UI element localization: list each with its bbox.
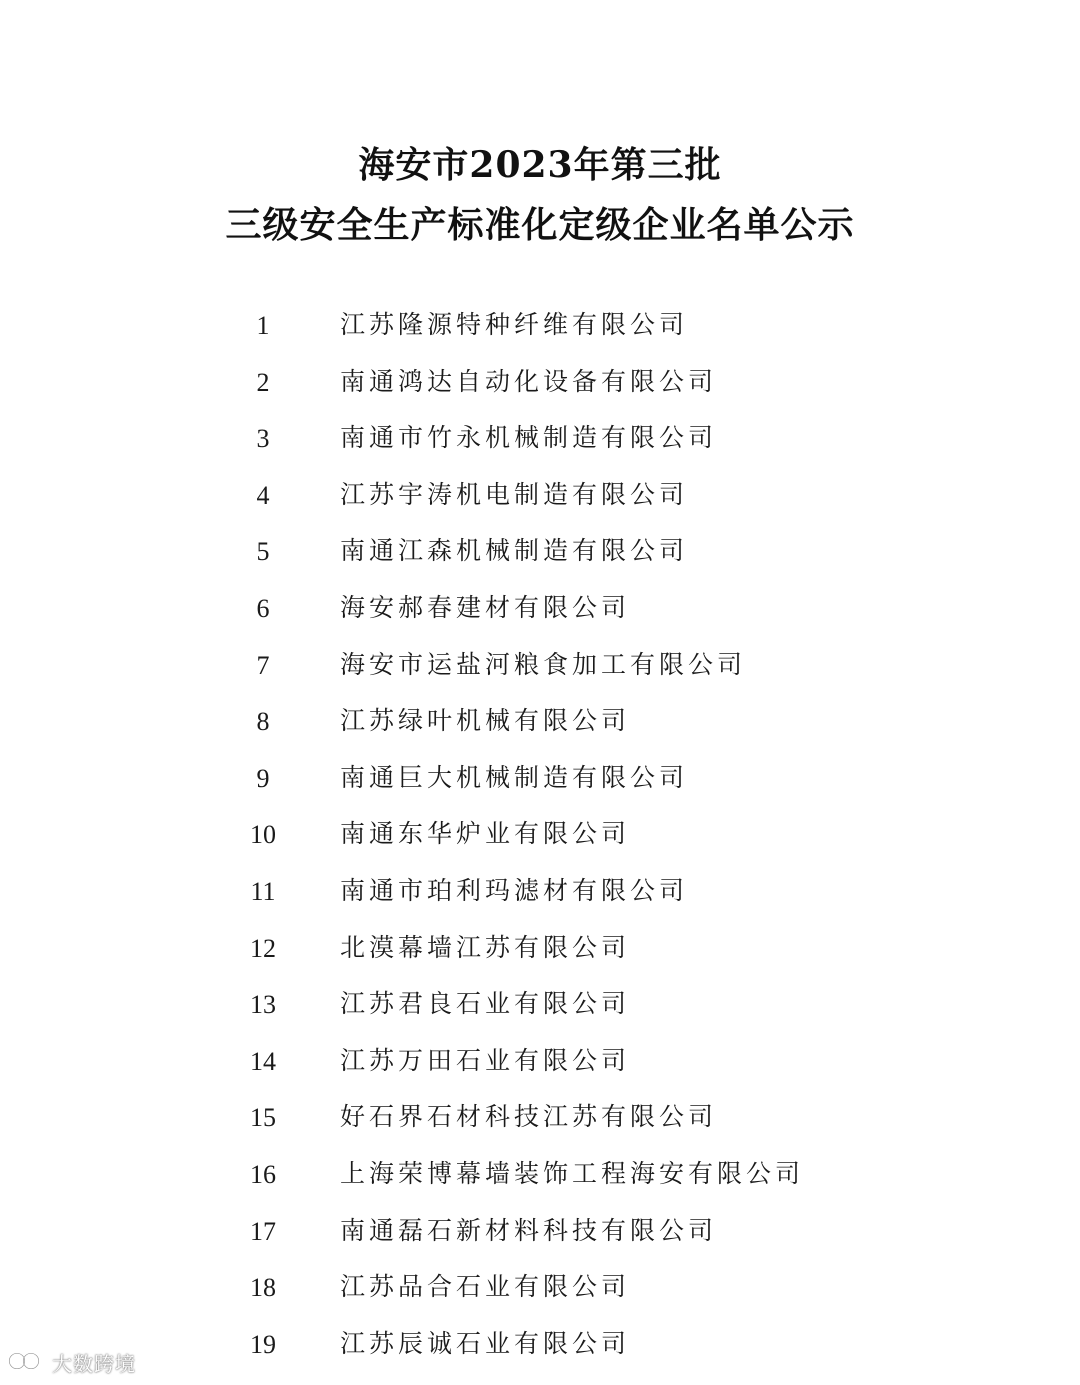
list-item [0,638,1080,695]
list-item [0,411,1080,468]
list-item [0,864,1080,921]
list-item [0,694,1080,751]
list-item [0,355,1080,412]
item-number: 14 [250,1046,276,1076]
item-number: 18 [250,1273,276,1303]
company-name: 南通磊石新材料科技有限公司 [340,1215,718,1245]
list-item [0,524,1080,581]
company-name: 江苏隆源特种纤维有限公司 [340,310,689,339]
company-name: 江苏辰诚石业有限公司 [340,1328,631,1358]
list-item [0,468,1080,525]
item-number: 8 [256,707,270,737]
company-name: 上海荣博幕墙装饰工程海安有限公司 [340,1158,805,1188]
list-item [0,751,1080,808]
list-item [0,977,1080,1034]
list-item [0,1090,1080,1147]
item-number: 16 [250,1159,276,1189]
company-name: 南通巨大机械制造有限公司 [340,762,689,792]
document-title [0,138,1080,252]
item-number: 17 [250,1216,276,1246]
item-number: 13 [250,990,276,1020]
item-number: 4 [256,480,270,510]
list-item [0,1204,1080,1261]
item-number: 12 [250,933,276,963]
company-name: 江苏宇涛机电制造有限公司 [340,479,689,509]
company-name: 海安市运盐河粮食加工有限公司 [340,649,747,679]
item-number: 11 [250,876,276,906]
watermark-text: 大数跨境 [52,1351,136,1376]
list-item [0,1147,1080,1204]
item-number: 7 [256,650,270,680]
company-name: 南通市珀利玛滤材有限公司 [340,875,689,905]
company-list [0,298,1080,1373]
list-item [0,581,1080,638]
company-name: 海安郝春建材有限公司 [340,592,631,622]
company-name: 南通市竹永机械制造有限公司 [340,423,718,453]
item-number: 6 [256,593,270,623]
company-name: 好石界石材科技江苏有限公司 [340,1102,718,1132]
item-number: 15 [250,1103,276,1133]
item-number: 3 [256,424,270,454]
list-item [0,298,1080,355]
item-number: 9 [256,763,270,793]
list-item [0,1260,1080,1317]
item-number: 5 [256,537,270,567]
company-name: 江苏君良石业有限公司 [340,989,631,1019]
company-name: 南通东华炉业有限公司 [340,819,631,849]
item-number: 19 [250,1329,276,1359]
list-item [0,1317,1080,1374]
list-item [0,1034,1080,1091]
watermark [8,1349,136,1375]
company-name: 江苏品合石业有限公司 [340,1272,631,1302]
company-name: 江苏万田石业有限公司 [340,1045,631,1075]
title-line-1: 海安市2023年第三批 [358,144,722,186]
item-number: 10 [250,820,276,850]
item-number: 1 [256,311,270,340]
weibo-logo-icon [8,1349,48,1376]
title-line-2: 三级安全生产标准化定级企业名单公示 [225,204,855,246]
company-name: 南通鸿达自动化设备有限公司 [340,366,718,396]
company-name: 南通江森机械制造有限公司 [340,536,689,566]
list-item [0,921,1080,978]
company-name: 江苏绿叶机械有限公司 [340,706,631,736]
item-number: 2 [256,367,270,397]
list-item [0,807,1080,864]
company-name: 北漠幕墙江苏有限公司 [340,932,631,962]
